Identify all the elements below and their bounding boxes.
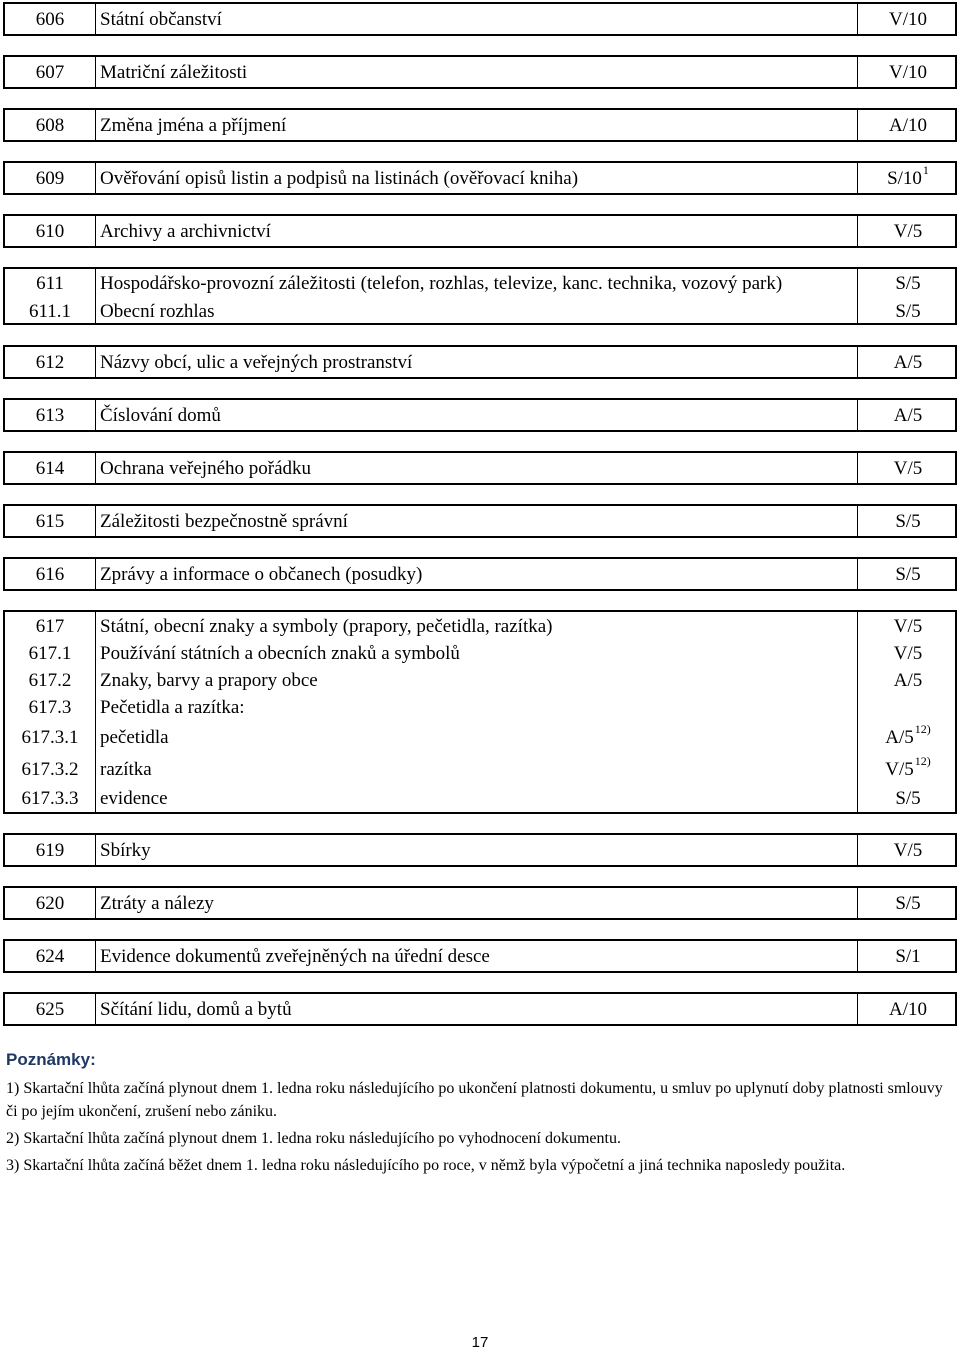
footnote-ref: 12) xyxy=(914,722,931,736)
row-title: pečetidla xyxy=(95,721,857,753)
row-code: 617.3 xyxy=(28,697,72,718)
table-row xyxy=(3,345,957,379)
row-class-value: A/5 xyxy=(893,351,923,373)
row-title: Znaky, barvy a prapory obce xyxy=(95,667,857,694)
row-code: 608 xyxy=(35,114,65,136)
row-title: Číslování domů xyxy=(95,400,857,430)
row-class xyxy=(857,4,958,34)
table-row xyxy=(5,721,959,753)
footnote-ref: 12) xyxy=(914,754,931,768)
table-row xyxy=(5,269,959,297)
row-code: 615 xyxy=(35,510,65,532)
row-code: 606 xyxy=(35,8,65,30)
table-row xyxy=(3,55,957,89)
row-class-value: S/10 xyxy=(887,167,922,189)
row-title: Změna jména a příjmení xyxy=(95,110,857,140)
row-class-value: S/5 xyxy=(895,788,921,809)
note-item: 2) Skartační lhůta začíná plynout dnem 1. ledna roku následujícího po vyhodnocení dokumentu. xyxy=(6,1130,621,1148)
table-row xyxy=(3,886,957,920)
row-class xyxy=(857,453,958,483)
row-class-value: A/5 xyxy=(885,726,914,748)
table-group xyxy=(3,267,957,325)
row-title: Záležitosti bezpečnostně správní xyxy=(95,506,857,536)
row-title: Ověřování opisů listin a podpisů na listinách (ověřovací kniha) xyxy=(95,163,857,193)
row-code: 617 xyxy=(35,615,65,637)
table-row xyxy=(3,451,957,485)
row-code: 616 xyxy=(35,563,65,585)
table-row xyxy=(3,108,957,142)
row-class xyxy=(857,347,958,377)
row-code: 609 xyxy=(35,167,65,189)
row-code: 617.2 xyxy=(28,670,72,691)
notes-heading: Poznámky: xyxy=(6,1050,96,1069)
row-class xyxy=(857,835,958,865)
row-class xyxy=(857,110,958,140)
row-class xyxy=(857,163,958,193)
row-code: 614 xyxy=(35,457,65,479)
row-code: 613 xyxy=(35,404,65,426)
row-class-value: V/10 xyxy=(889,61,927,83)
row-class xyxy=(857,694,958,721)
row-title: Obecní rozhlas xyxy=(95,297,857,325)
row-code: 607 xyxy=(35,61,65,83)
table-row xyxy=(3,2,957,36)
table-row xyxy=(5,640,959,667)
row-class xyxy=(857,941,958,971)
table-row xyxy=(3,833,957,867)
row-class xyxy=(857,888,958,918)
row-code: 610 xyxy=(35,220,65,242)
row-class-value: A/5 xyxy=(893,670,923,691)
table-row xyxy=(3,398,957,432)
row-class xyxy=(857,57,958,87)
row-title: Pečetidla a razítka: xyxy=(95,694,857,721)
row-title: Zprávy a informace o občanech (posudky) xyxy=(95,559,857,589)
row-title: Státní občanství xyxy=(95,4,857,34)
table-row xyxy=(3,557,957,591)
row-class-value: V/5 xyxy=(893,615,923,637)
table-row xyxy=(5,785,959,812)
table-group xyxy=(3,610,957,814)
table-row xyxy=(5,297,959,325)
table-row xyxy=(5,612,959,640)
row-class-value: S/5 xyxy=(895,510,921,532)
row-title: Matriční záležitosti xyxy=(95,57,857,87)
row-class-value: V/5 xyxy=(885,758,914,780)
row-code: 617.3.3 xyxy=(21,788,79,809)
row-class xyxy=(857,721,958,753)
row-code: 612 xyxy=(35,351,65,373)
row-class xyxy=(857,400,958,430)
row-class xyxy=(857,785,958,812)
row-class-value: V/5 xyxy=(893,220,923,242)
row-class xyxy=(857,506,958,536)
row-code: 617.3.2 xyxy=(21,758,79,780)
note-item: 3) Skartační lhůta začíná běžet dnem 1. ledna roku následujícího po roce, v němž byla výpočetní a jiná technika naposledy použita. xyxy=(6,1157,846,1175)
row-title: Ochrana veřejného pořádku xyxy=(95,453,857,483)
row-class xyxy=(857,216,958,246)
footnote-ref: 1 xyxy=(922,163,929,177)
row-class xyxy=(857,994,958,1024)
table-row xyxy=(5,667,959,694)
row-title: Názvy obcí, ulic a veřejných prostranství xyxy=(95,347,857,377)
row-class xyxy=(857,612,958,640)
row-class-value: V/10 xyxy=(889,8,927,30)
row-title: Sbírky xyxy=(95,835,857,865)
row-title: Státní, obecní znaky a symboly (prapory, pečetidla, razítka) xyxy=(95,612,857,640)
page-number: 17 xyxy=(471,1334,489,1351)
note-item: 1) Skartační lhůta začíná plynout dnem 1. ledna roku následujícího po ukončení platnosti dokumentu, u smluv po uplynutí doby platnosti smlouvy či po jejím ukončení, zrušení nebo zániku. xyxy=(6,1079,943,1120)
row-code: 617.1 xyxy=(28,643,72,664)
row-class-value: S/5 xyxy=(895,272,921,294)
row-code: 611.1 xyxy=(28,300,72,322)
notes-section xyxy=(6,1048,946,1181)
row-code: 611 xyxy=(36,272,64,294)
row-class-value: S/5 xyxy=(895,563,921,585)
row-title: evidence xyxy=(95,785,857,812)
row-class-value: A/10 xyxy=(889,998,927,1020)
row-title: Používání státních a obecních znaků a symbolů xyxy=(95,640,857,667)
row-code: 624 xyxy=(35,945,65,967)
row-class-value: S/5 xyxy=(895,892,921,914)
table-row xyxy=(3,161,957,195)
row-class xyxy=(857,297,958,325)
row-class xyxy=(857,667,958,694)
row-title: razítka xyxy=(95,753,857,785)
row-class-value: A/5 xyxy=(893,404,923,426)
row-class-value: S/1 xyxy=(895,945,921,967)
table-row xyxy=(5,694,959,721)
table-row xyxy=(3,214,957,248)
row-class xyxy=(857,269,958,297)
row-class xyxy=(857,559,958,589)
row-class xyxy=(857,640,958,667)
row-title: Hospodářsko-provozní záležitosti (telefon, rozhlas, televize, kanc. technika, vozový park) xyxy=(95,269,857,297)
row-code: 619 xyxy=(35,839,65,861)
row-class xyxy=(857,753,958,785)
row-code: 620 xyxy=(35,892,65,914)
row-title: Sčítání lidu, domů a bytů xyxy=(95,994,857,1024)
table-row xyxy=(3,992,957,1026)
row-title: Ztráty a nálezy xyxy=(95,888,857,918)
table-row xyxy=(3,939,957,973)
table-row xyxy=(3,504,957,538)
row-title: Evidence dokumentů zveřejněných na úřední desce xyxy=(95,941,857,971)
row-title: Archivy a archivnictví xyxy=(95,216,857,246)
row-class-value: A/10 xyxy=(889,114,927,136)
row-class-value: V/5 xyxy=(893,839,923,861)
row-class-value: V/5 xyxy=(893,643,923,664)
row-class-value: V/5 xyxy=(893,457,923,479)
table-row xyxy=(5,753,959,785)
row-class-value: S/5 xyxy=(895,300,921,322)
row-code: 625 xyxy=(35,998,65,1020)
row-code: 617.3.1 xyxy=(21,726,79,748)
